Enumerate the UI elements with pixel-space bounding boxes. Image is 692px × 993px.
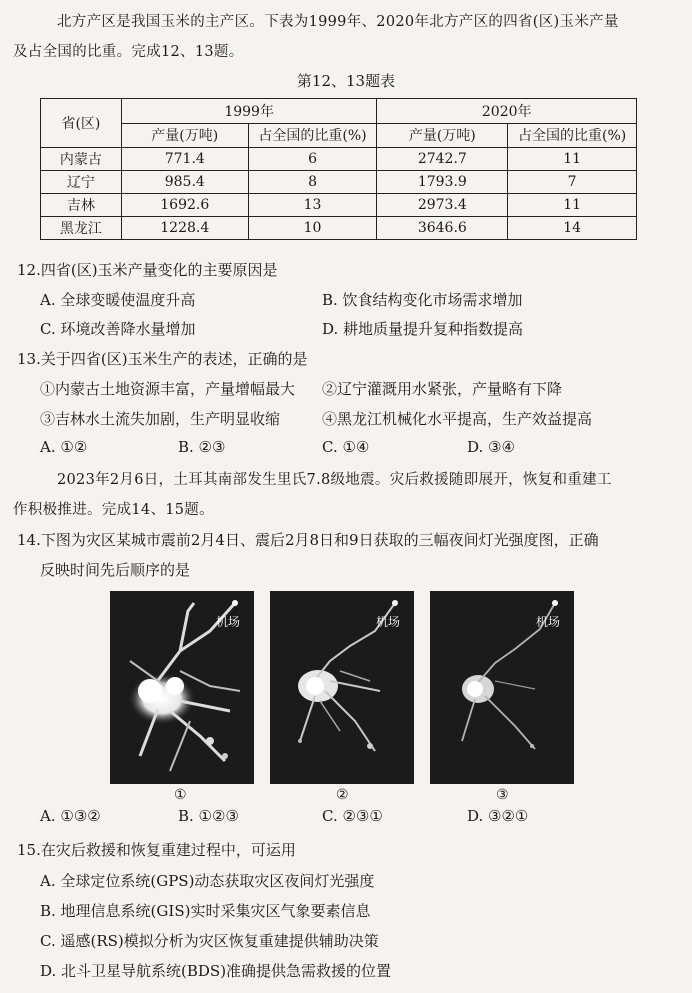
- share-cell: 6: [248, 148, 377, 171]
- province-cell: 吉林: [41, 194, 122, 217]
- output-cell: 985.4: [121, 171, 248, 194]
- intro-text-line2: 及占全国的比重。完成12、13题。: [13, 44, 244, 60]
- output-header-2020: 产量(万吨): [377, 123, 508, 148]
- q15-stem: 15.在灾后救援和恢复重建过程中，可运用: [17, 841, 296, 859]
- q13-option-c: C. ①④: [322, 438, 370, 456]
- q15-option-c: C. 遥感(RS)模拟分析为灾区恢复重建提供辅助决策: [40, 932, 379, 950]
- q14-stem-line1: 14.下图为灾区某城市震前2月4日、震后2月8日和9日获取的三幅夜间灯光强度图，正确: [17, 531, 599, 549]
- q14-stem-line2: 反映时间先后顺序的是: [40, 561, 191, 579]
- q15-option-b: B. 地理信息系统(GIS)实时采集灾区气象要素信息: [40, 902, 371, 920]
- share-cell: 14: [508, 217, 637, 240]
- airport-label-1: 机场: [216, 615, 241, 629]
- share-cell: 13: [248, 194, 377, 217]
- intro2-text-line1: 2023年2月6日，土耳其南部发生里氏7.8级地震。灾后救援随即展开，恢复和重建工: [57, 472, 612, 488]
- q12-option-a: A. 全球变暖使温度升高: [40, 291, 196, 309]
- share-cell: 10: [248, 217, 377, 240]
- year-1999-header: 1999年: [121, 99, 377, 124]
- output-cell: 1228.4: [121, 217, 248, 240]
- q12-stem: 12.四省(区)玉米产量变化的主要原因是: [17, 261, 278, 279]
- airport-label-2: 机场: [376, 615, 401, 629]
- province-header: 省(区): [41, 99, 122, 148]
- output-cell: 3646.6: [377, 217, 508, 240]
- q14-option-c: C. ②③①: [322, 807, 383, 825]
- q12-option-d: D. 耕地质量提升复种指数提高: [322, 320, 524, 338]
- table-row: [41, 217, 637, 240]
- corn-output-table: [40, 98, 637, 240]
- output-cell: 1692.6: [121, 194, 248, 217]
- province-cell: 黑龙江: [41, 217, 122, 240]
- q12-option-c: C. 环境改善降水量增加: [40, 320, 196, 338]
- image-label-2: ②: [336, 787, 349, 803]
- night-light-image-3: [430, 591, 574, 784]
- table-row: [41, 194, 637, 217]
- intro2-text-line2: 作积极推进。完成14、15题。: [13, 502, 214, 518]
- share-cell: 8: [248, 171, 377, 194]
- q14-option-d: D. ③②①: [467, 807, 529, 825]
- year-2020-header: 2020年: [377, 99, 637, 124]
- q13-option-b: B. ②③: [178, 438, 226, 456]
- q13-stem: 13.关于四省(区)玉米生产的表述，正确的是: [17, 350, 308, 368]
- image-label-1: ①: [174, 787, 187, 803]
- table-caption: 第12、13题表: [296, 72, 396, 90]
- output-cell: 2742.7: [377, 148, 508, 171]
- airport-label-3: 机场: [536, 615, 561, 629]
- table-row: [41, 148, 637, 171]
- q13-option-d: D. ③④: [467, 438, 515, 456]
- province-cell: 内蒙古: [41, 148, 122, 171]
- share-cell: 11: [508, 148, 637, 171]
- output-cell: 771.4: [121, 148, 248, 171]
- output-header-1999: 产量(万吨): [121, 123, 248, 148]
- q15-option-d: D. 北斗卫星导航系统(BDS)准确提供急需救援的位置: [40, 962, 392, 980]
- share-header-1999: 占全国的比重(%): [248, 123, 377, 148]
- q13-statement-3: ③吉林水土流失加剧，生产明显收缩: [40, 410, 281, 428]
- q14-option-b: B. ①②③: [178, 807, 239, 825]
- share-cell: 11: [508, 194, 637, 217]
- q12-option-b: B. 饮食结构变化市场需求增加: [322, 291, 523, 309]
- q13-statement-4: ④黑龙江机械化水平提高，生产效益提高: [322, 410, 593, 428]
- province-cell: 辽宁: [41, 171, 122, 194]
- q15-option-a: A. 全球定位系统(GPS)动态获取灾区夜间灯光强度: [40, 872, 375, 890]
- q13-statement-2: ②辽宁灌溉用水紧张，产量略有下降: [322, 380, 563, 398]
- night-light-image-1: [110, 591, 254, 784]
- q13-option-a: A. ①②: [40, 438, 88, 456]
- intro-text-line1: 北方产区是我国玉米的主产区。下表为1999年、2020年北方产区的四省(区)玉米产量: [57, 14, 619, 30]
- night-light-image-2: [270, 591, 414, 784]
- table-row: [41, 171, 637, 194]
- output-cell: 1793.9: [377, 171, 508, 194]
- q13-statement-1: ①内蒙古土地资源丰富，产量增幅最大: [40, 380, 296, 398]
- share-header-2020: 占全国的比重(%): [508, 123, 637, 148]
- share-cell: 7: [508, 171, 637, 194]
- output-cell: 2973.4: [377, 194, 508, 217]
- image-label-3: ③: [496, 787, 509, 803]
- q14-option-a: A. ①③②: [40, 807, 101, 825]
